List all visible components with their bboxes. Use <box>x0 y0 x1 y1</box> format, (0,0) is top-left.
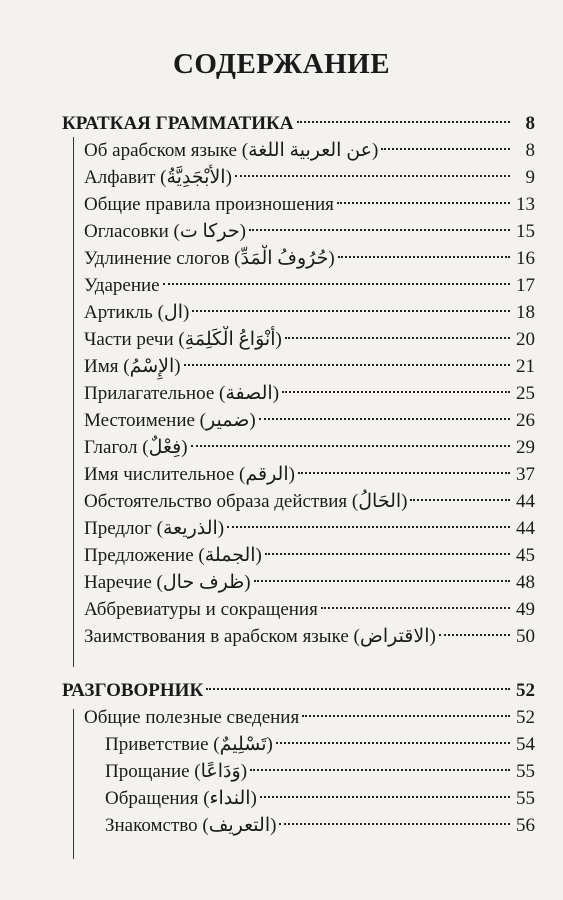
toc-entry[interactable] <box>62 488 535 515</box>
page-number: 17 <box>516 275 535 296</box>
page-number: 8 <box>525 113 535 134</box>
toc-entry[interactable] <box>62 596 535 623</box>
entry-label: Имя числительное (الرقم) <box>84 464 295 485</box>
toc-entry[interactable] <box>62 137 535 164</box>
toc-entry[interactable] <box>62 164 535 191</box>
dot-leader <box>235 175 510 177</box>
entry-label: Аббревиатуры и сокращения <box>84 599 318 620</box>
dot-leader <box>260 796 510 798</box>
entry-label: Прилагательное (الصفة) <box>84 383 280 404</box>
section-heading[interactable] <box>62 677 535 704</box>
toc-entry[interactable] <box>62 299 535 326</box>
dot-leader <box>410 499 510 501</box>
toc-entry[interactable] <box>62 407 535 434</box>
dot-leader <box>298 472 510 474</box>
dot-leader <box>302 715 510 717</box>
page-number: 18 <box>516 302 535 323</box>
entry-label: Огласовки (حركا ت) <box>84 221 246 242</box>
toc-entry[interactable] <box>62 380 535 407</box>
page-number: 55 <box>516 761 535 782</box>
entry-label: Обстоятельство образа действия (الحَالُ) <box>84 491 408 512</box>
entry-label: Общие полезные сведения <box>84 707 300 728</box>
toc-entry[interactable] <box>62 326 535 353</box>
toc-entry[interactable] <box>62 434 535 461</box>
page-number: 26 <box>516 410 535 431</box>
page-number: 21 <box>516 356 535 377</box>
entry-label: Местоимение (ضمير) <box>84 410 256 431</box>
dot-leader <box>282 391 510 393</box>
toc-entry[interactable] <box>62 353 535 380</box>
table-of-contents <box>62 110 535 839</box>
dot-leader <box>338 256 510 258</box>
toc-entry[interactable] <box>62 623 535 650</box>
entry-label: Прощание (وَدَاعًا) <box>105 761 248 782</box>
dot-leader <box>206 688 510 690</box>
dot-leader <box>259 418 510 420</box>
entry-label: Общие правила произношения <box>84 194 334 215</box>
page-number: 16 <box>516 248 535 269</box>
dot-leader <box>279 823 510 825</box>
dot-leader <box>381 148 510 150</box>
entry-label: Об арабском языке (عن العربية اللغة) <box>84 140 379 161</box>
page-number: 25 <box>516 383 535 404</box>
page-number: 29 <box>516 437 535 458</box>
entry-label: Приветствие (تَسْلِيمٌ) <box>105 734 273 755</box>
dot-leader <box>285 337 510 339</box>
page-number: 20 <box>516 329 535 350</box>
entry-label: Удлинение слогов (حُرُوفُ الْمَدِّ) <box>84 248 335 269</box>
page-number: 44 <box>516 491 535 512</box>
page-number: 54 <box>516 734 535 755</box>
page-title: СОДЕРЖАНИЕ <box>172 48 391 80</box>
dot-leader <box>254 580 510 582</box>
dot-leader <box>192 310 510 312</box>
toc-entry[interactable] <box>62 191 535 218</box>
entry-label: Ударение <box>84 275 160 296</box>
toc-entry[interactable] <box>62 569 535 596</box>
page-number: 13 <box>516 194 535 215</box>
dot-leader <box>265 553 510 555</box>
toc-entry[interactable] <box>62 515 535 542</box>
toc-entry[interactable] <box>62 245 535 272</box>
page-number: 9 <box>525 167 535 188</box>
section-gap <box>62 650 535 677</box>
entry-label: КРАТКАЯ ГРАММАТИКА <box>62 113 294 134</box>
toc-entry[interactable] <box>62 461 535 488</box>
toc-subentry[interactable] <box>62 731 535 758</box>
entry-label: Предложение (الجملة) <box>84 545 262 566</box>
page-number: 50 <box>516 626 535 647</box>
toc-subentry[interactable] <box>62 758 535 785</box>
entry-label: Части речи (أَنْوَاعُ الْكَلِمَةِ) <box>84 329 282 350</box>
entry-label: Заимствования в арабском языке (الاقتراض) <box>84 626 436 647</box>
dot-leader <box>250 769 510 771</box>
page-number: 44 <box>516 518 535 539</box>
dot-leader <box>163 283 510 285</box>
entry-label: Наречие (ظرف حال) <box>84 572 251 593</box>
dot-leader <box>276 742 510 744</box>
entry-label: Предлог (الذريعة) <box>84 518 225 539</box>
dot-leader <box>227 526 510 528</box>
entry-label: Обращения (النداء) <box>105 788 257 809</box>
toc-entry[interactable] <box>62 542 535 569</box>
page-number: 52 <box>516 707 535 728</box>
page-number: 49 <box>516 599 535 620</box>
dot-leader <box>249 229 510 231</box>
dot-leader <box>439 634 510 636</box>
toc-entry[interactable] <box>62 272 535 299</box>
entry-label: Знакомство (التعريف) <box>105 815 277 836</box>
page-number: 56 <box>516 815 535 836</box>
page-number: 45 <box>516 545 535 566</box>
dot-leader <box>321 607 510 609</box>
dot-leader <box>297 121 511 123</box>
page-number: 55 <box>516 788 535 809</box>
toc-subentry[interactable] <box>62 785 535 812</box>
toc-subentry[interactable] <box>62 812 535 839</box>
dot-leader <box>191 445 510 447</box>
entry-label: РАЗГОВОРНИК <box>62 680 204 701</box>
dot-leader <box>184 364 510 366</box>
page-number: 15 <box>516 221 535 242</box>
page-number: 52 <box>516 680 535 701</box>
dot-leader <box>337 202 510 204</box>
entry-label: Алфавит (الأَبْجَدِيَّةُ) <box>84 167 232 188</box>
page-number: 8 <box>525 140 535 161</box>
page-number: 37 <box>516 464 535 485</box>
entry-label: Имя (الإِسْمُ) <box>84 356 181 377</box>
toc-entry[interactable] <box>62 704 535 731</box>
page-number: 48 <box>516 572 535 593</box>
section-heading[interactable] <box>62 110 535 137</box>
toc-entry[interactable] <box>62 218 535 245</box>
entry-label: Глагол (فِعْلٌ) <box>84 437 188 458</box>
entry-label: Артикль (ال) <box>84 302 190 323</box>
